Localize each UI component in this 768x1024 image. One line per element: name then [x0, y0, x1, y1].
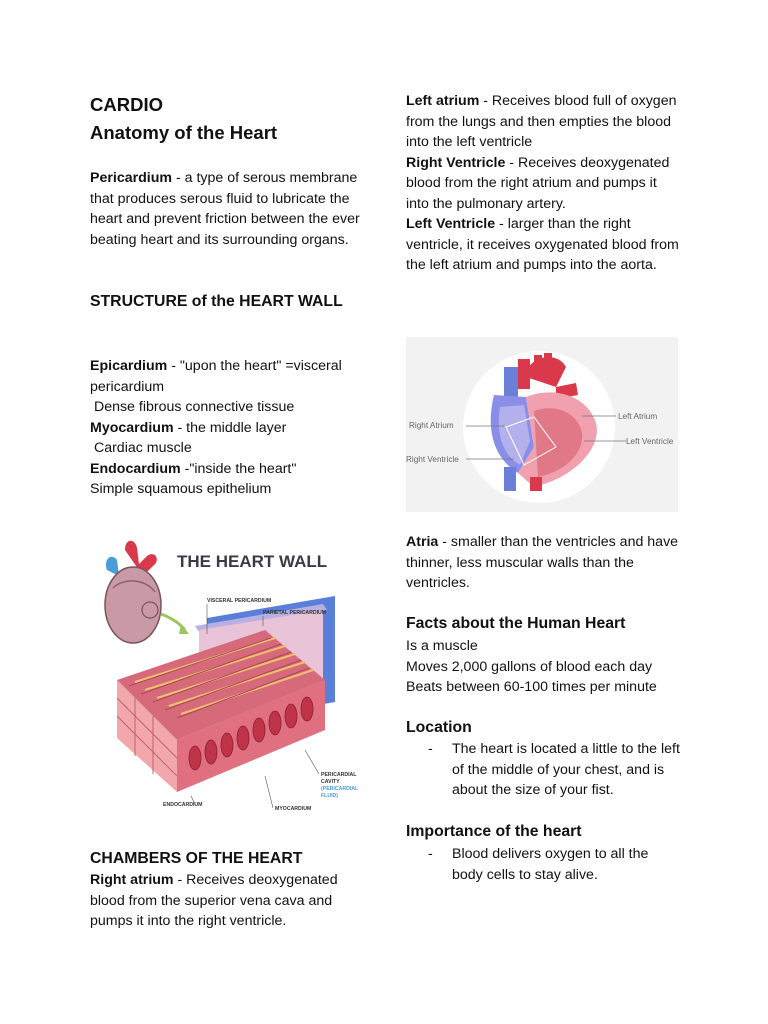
right-atrium-term: Right atrium — [90, 872, 174, 888]
heart-chambers-diagram — [406, 337, 678, 512]
label-endocardium: ENDOCARDIUM — [163, 802, 203, 808]
facts-list — [406, 636, 680, 698]
fact-item: Moves 2,000 gallons of blood each day — [406, 658, 653, 675]
label-right-ventricle: Right Ventricle — [406, 455, 459, 464]
right-ventricle-paragraph — [406, 153, 680, 215]
myocardium-text: - the middle layer — [173, 419, 287, 436]
label-left-atrium: Left Atrium — [618, 412, 658, 421]
location-heading: Location — [406, 719, 472, 736]
page-title: CARDIO — [90, 94, 163, 115]
endocardium-term: Endocardium — [90, 460, 181, 477]
epicardium-detail: Dense fibrous connective tissue — [90, 399, 295, 415]
left-atrium-text: - Receives blood full of oxygen from the lungs and then empties the blood into the left ventricle — [406, 93, 677, 150]
left-atrium-paragraph — [406, 91, 680, 153]
label-parietal: PARIETAL PERICARDIUM — [263, 610, 327, 616]
epicardium-term: Epicardium — [90, 358, 168, 374]
chambers-list — [406, 91, 680, 276]
atria-term: Atria — [406, 534, 439, 550]
label-right-atrium: Right Atrium — [409, 421, 454, 430]
page-subtitle: Anatomy of the Heart — [90, 122, 278, 143]
left-atrium-term: Left atrium — [406, 93, 480, 109]
label-cavity-4: FLUID) — [321, 793, 338, 799]
right-ventricle-term: Right Ventricle — [406, 154, 506, 171]
label-myocardium: MYOCARDIUM — [275, 806, 312, 812]
heart-wall-illustration — [95, 530, 365, 822]
location-item-text: The heart is located a little to the left of the middle of your chest, and is about the size of your fist. — [452, 741, 680, 798]
atria-paragraph — [406, 532, 680, 594]
location-list — [406, 739, 680, 801]
atria-text: - smaller than the ventricles and have thinner, less muscular walls than the ventricles. — [406, 534, 679, 591]
myocardium-line — [90, 418, 370, 439]
epicardium-text: - "upon the heart" =visceral pericardium — [90, 358, 342, 395]
location-item — [406, 739, 680, 801]
chambers-heading: CHAMBERS OF THE HEART — [90, 850, 303, 867]
bullet-dash: - — [428, 846, 433, 862]
label-cavity-3: (PERICARDIAL — [321, 786, 359, 792]
importance-item-text: Blood delivers oxygen to all the body cells to stay alive. — [452, 846, 649, 883]
right-atrium-paragraph — [90, 870, 370, 932]
endocardium-text: -"inside the heart" — [180, 460, 297, 477]
label-left-ventricle: Left Ventricle — [626, 437, 674, 446]
importance-list — [406, 844, 680, 885]
left-ventricle-text: - larger than the right ventricle, it receives oxygenated blood from the left atrium and pumps into the aorta. — [406, 216, 679, 273]
pericardium-paragraph — [90, 168, 370, 250]
importance-heading: Importance of the heart — [406, 823, 582, 840]
label-visceral: VISCERAL PERICARDIUM — [207, 598, 272, 604]
endocardium-detail: Simple squamous epithelium — [90, 481, 272, 497]
label-cavity-2: CAVITY — [321, 779, 340, 785]
right-atrium-text: - Receives deoxygenated blood from the superior vena cava and pumps it into the right ventricle. — [90, 872, 338, 929]
bullet-dash: - — [428, 741, 433, 757]
right-ventricle-text: - Receives deoxygenated blood from the right atrium and pumps it into the pulmonary artery. — [406, 154, 670, 212]
importance-item — [406, 844, 680, 885]
left-ventricle-paragraph — [406, 214, 680, 276]
facts-heading: Facts about the Human Heart — [406, 615, 626, 632]
epicardium-line — [90, 356, 370, 397]
label-cavity-1: PERICARDIAL — [321, 772, 357, 778]
pericardium-text: - a type of serous membrane that produces serous fluid to lubricate the heart and prevent friction between the ever beating heart and its surrounding organs. — [90, 170, 360, 248]
left-ventricle-term: Left Ventricle — [406, 216, 496, 232]
fact-item: Is a muscle — [406, 638, 478, 654]
fact-item: Beats between 60-100 times per minute — [406, 679, 657, 695]
myocardium-term: Myocardium — [90, 419, 174, 436]
endocardium-line — [90, 459, 370, 480]
myocardium-detail: Cardiac muscle — [90, 440, 192, 456]
heart-wall-title: THE HEART WALL — [177, 552, 328, 571]
structure-heading: STRUCTURE of the HEART WALL — [90, 293, 343, 310]
pericardium-term: Pericardium — [90, 170, 173, 186]
heart-wall-layers — [90, 356, 370, 500]
